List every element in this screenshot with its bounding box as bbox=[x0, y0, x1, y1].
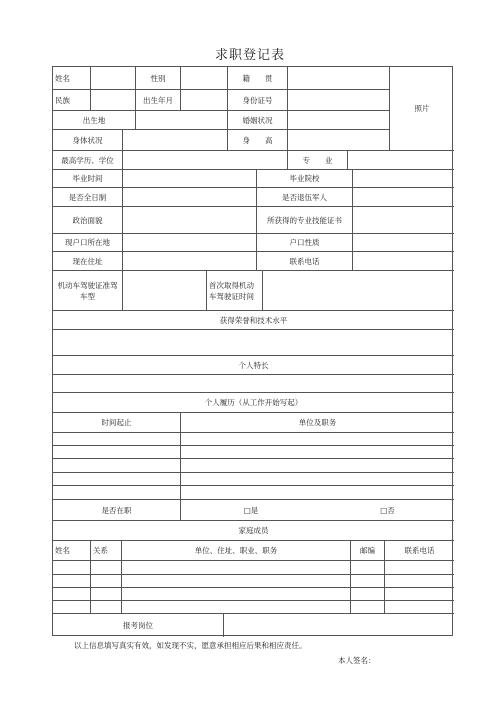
fam-relation-cell[interactable] bbox=[91, 588, 122, 601]
label-skill-cert: 所获得的专业技能证书 bbox=[257, 207, 353, 234]
major-field[interactable] bbox=[348, 151, 454, 170]
birth-date-field[interactable] bbox=[181, 90, 228, 111]
education-field[interactable] bbox=[123, 151, 288, 170]
fam-unit-cell[interactable] bbox=[122, 588, 351, 601]
address-field[interactable] bbox=[123, 252, 257, 271]
resume-period-cell[interactable] bbox=[53, 459, 181, 473]
label-hukou-type: 户口性质 bbox=[257, 234, 353, 252]
label-veteran: 是否退伍军人 bbox=[257, 188, 353, 207]
label-phone: 联系电话 bbox=[257, 252, 353, 271]
label-health: 身体状况 bbox=[53, 130, 123, 151]
phone-field[interactable] bbox=[353, 252, 454, 271]
graduation-time-field[interactable] bbox=[123, 170, 257, 188]
resume-header: 个人履历（从工作开始写起） bbox=[53, 393, 454, 413]
label-id-number: 身份证号 bbox=[228, 90, 288, 111]
fam-name-cell[interactable] bbox=[53, 561, 91, 575]
label-employed: 是否在职 bbox=[53, 500, 181, 521]
employed-yes-checkbox[interactable]: □是 bbox=[181, 500, 321, 521]
ethnicity-field[interactable] bbox=[91, 90, 136, 111]
marital-status-field[interactable] bbox=[288, 111, 390, 130]
license-type-field[interactable] bbox=[123, 271, 207, 311]
label-major: 专 业 bbox=[288, 151, 348, 170]
relation-header: 关系 bbox=[91, 541, 122, 561]
full-time-field[interactable] bbox=[123, 188, 257, 207]
honors-header: 获得荣誉和技术水平 bbox=[53, 311, 454, 330]
label-apply-position: 报考岗位 bbox=[53, 614, 224, 637]
specialty-field[interactable] bbox=[53, 375, 454, 393]
fam-phone-header: 联系电话 bbox=[385, 541, 454, 561]
label-full-time: 是否全日制 bbox=[53, 188, 123, 207]
birthplace-field[interactable] bbox=[136, 111, 228, 130]
resume-unit-cell[interactable] bbox=[181, 446, 454, 459]
postcode-header: 邮编 bbox=[351, 541, 385, 561]
label-native-place: 籍 贯 bbox=[228, 67, 288, 90]
label-license-date: 首次取得机动车驾驶证时间 bbox=[207, 271, 263, 311]
label-birth-date: 出生年月 bbox=[136, 90, 181, 111]
school-field[interactable] bbox=[353, 170, 454, 188]
specialty-header: 个人特长 bbox=[53, 356, 454, 375]
fam-name-cell[interactable] bbox=[53, 601, 91, 614]
label-marital-status: 婚姻状况 bbox=[228, 111, 288, 130]
name-field[interactable] bbox=[91, 67, 136, 90]
label-license-type: 机动车驾驶证准驾车型 bbox=[53, 271, 123, 311]
label-political-status: 政治面貌 bbox=[53, 207, 123, 234]
fam-phone-cell[interactable] bbox=[385, 601, 454, 614]
resume-period-cell[interactable] bbox=[53, 433, 181, 446]
fam-postcode-cell[interactable] bbox=[351, 601, 385, 614]
fam-unit-cell[interactable] bbox=[122, 601, 351, 614]
health-field[interactable] bbox=[123, 130, 228, 151]
fam-name-header: 姓名 bbox=[53, 541, 91, 561]
resume-period-cell[interactable] bbox=[53, 486, 181, 500]
resume-period-cell[interactable] bbox=[53, 473, 181, 486]
veteran-field[interactable] bbox=[353, 188, 454, 207]
height-field[interactable] bbox=[288, 130, 390, 151]
declaration-text: 以上信息填写真实有效，如发现不实，愿意承担相应后果和相应责任。 bbox=[74, 641, 307, 650]
license-date-field[interactable] bbox=[263, 271, 454, 311]
current-hukou-field[interactable] bbox=[123, 234, 257, 252]
fam-relation-cell[interactable] bbox=[91, 561, 122, 575]
fam-name-cell[interactable] bbox=[53, 575, 91, 588]
fam-phone-cell[interactable] bbox=[385, 588, 454, 601]
signature-label: 本人签名： bbox=[338, 656, 376, 665]
fam-name-cell[interactable] bbox=[53, 588, 91, 601]
unit-position-header: 单位及职务 bbox=[181, 413, 454, 433]
label-name: 姓名 bbox=[53, 67, 91, 90]
apply-position-field[interactable] bbox=[224, 614, 454, 637]
honors-field[interactable] bbox=[53, 330, 454, 356]
label-graduation-time: 毕业时间 bbox=[53, 170, 123, 188]
registration-table bbox=[52, 66, 453, 636]
label-school: 毕业院校 bbox=[257, 170, 353, 188]
label-education: 最高学历、学位 bbox=[53, 151, 123, 170]
resume-unit-cell[interactable] bbox=[181, 486, 454, 500]
resume-unit-cell[interactable] bbox=[181, 473, 454, 486]
political-status-field[interactable] bbox=[123, 207, 257, 234]
period-header: 时间起止 bbox=[53, 413, 181, 433]
employed-no-checkbox[interactable]: □否 bbox=[321, 500, 454, 521]
fam-postcode-cell[interactable] bbox=[351, 561, 385, 575]
label-gender: 性别 bbox=[136, 67, 181, 90]
fam-phone-cell[interactable] bbox=[385, 575, 454, 588]
family-header: 家庭成员 bbox=[53, 521, 454, 541]
resume-unit-cell[interactable] bbox=[181, 459, 454, 473]
photo-box[interactable]: 照片 bbox=[390, 67, 454, 151]
fam-postcode-cell[interactable] bbox=[351, 575, 385, 588]
fam-relation-cell[interactable] bbox=[91, 575, 122, 588]
hukou-type-field[interactable] bbox=[353, 234, 454, 252]
resume-unit-cell[interactable] bbox=[181, 433, 454, 446]
label-current-hukou: 现户口所在地 bbox=[53, 234, 123, 252]
gender-field[interactable] bbox=[181, 67, 228, 90]
fam-phone-cell[interactable] bbox=[385, 561, 454, 575]
skill-cert-field[interactable] bbox=[353, 207, 454, 234]
native-place-field[interactable] bbox=[288, 67, 390, 90]
label-address: 现在住址 bbox=[53, 252, 123, 271]
fam-unit-header: 单位、住址、职业、职务 bbox=[122, 541, 351, 561]
fam-unit-cell[interactable] bbox=[122, 575, 351, 588]
fam-postcode-cell[interactable] bbox=[351, 588, 385, 601]
fam-relation-cell[interactable] bbox=[91, 601, 122, 614]
resume-period-cell[interactable] bbox=[53, 446, 181, 459]
form-title: 求职登记表 bbox=[214, 48, 285, 63]
label-ethnicity: 民族 bbox=[53, 90, 91, 111]
id-number-field[interactable] bbox=[288, 90, 390, 111]
label-height: 身 高 bbox=[228, 130, 288, 151]
label-birthplace: 出生地 bbox=[53, 111, 136, 130]
fam-unit-cell[interactable] bbox=[122, 561, 351, 575]
